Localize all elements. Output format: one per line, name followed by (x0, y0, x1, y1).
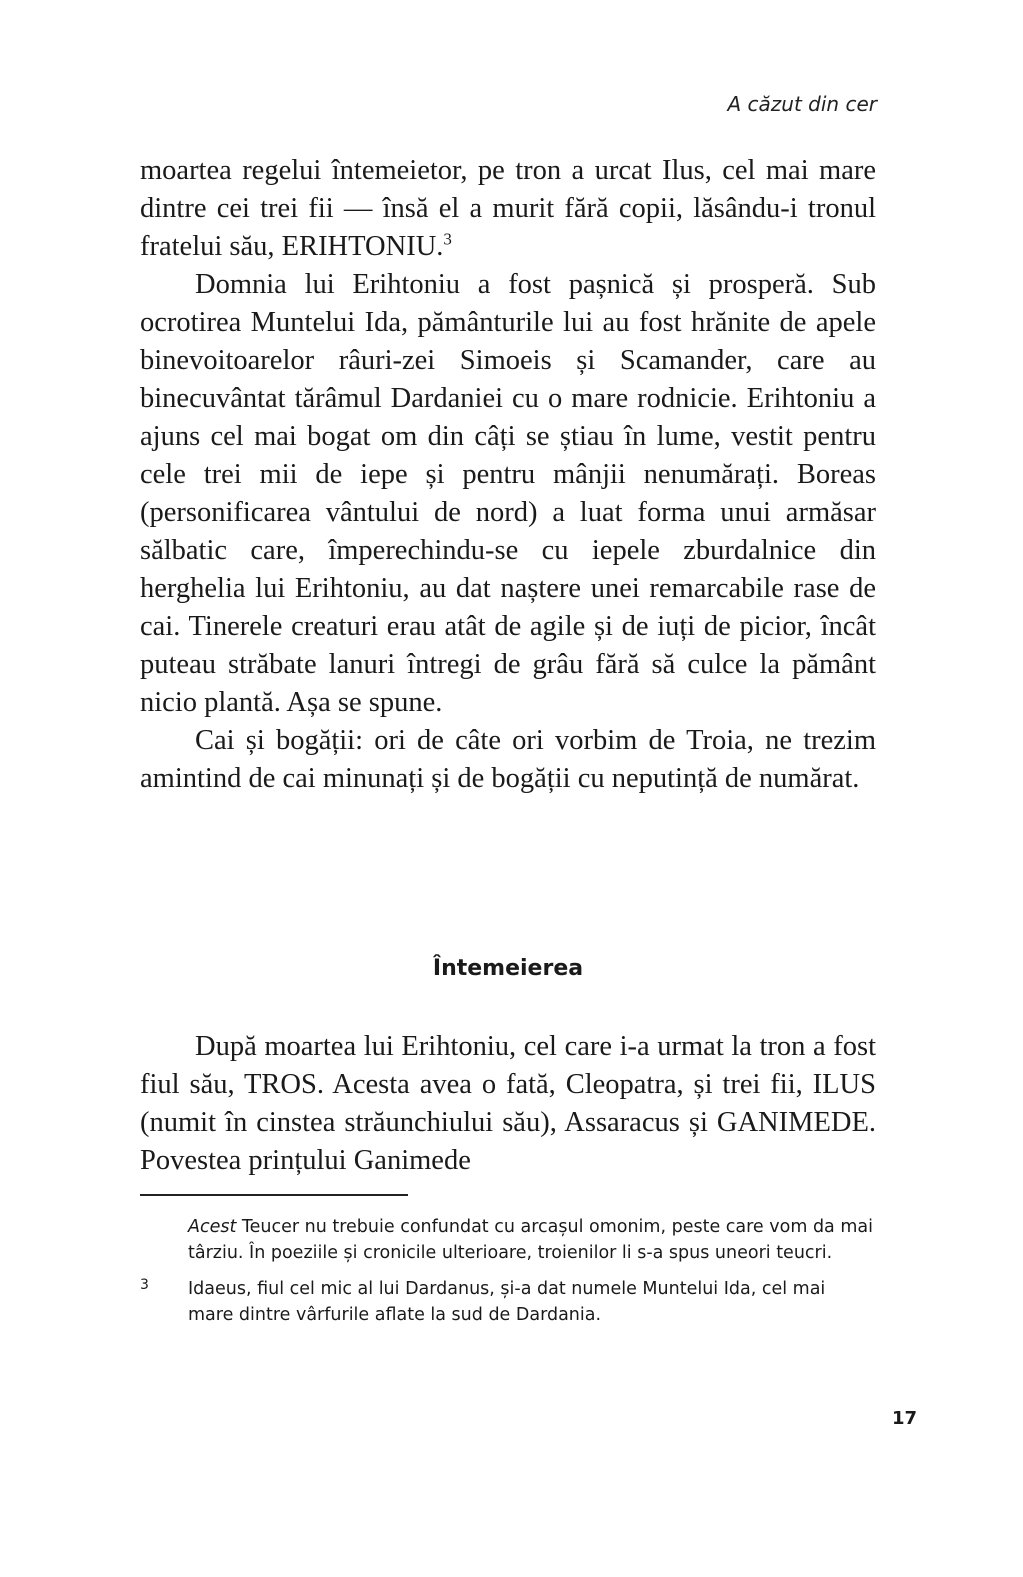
footnote-text: Idaeus, fiul cel mic al lui Dardanus, și-a dat numele Muntelui Ida, cel mai mare dintre vârfurile aflate la sud de Dardania. (188, 1279, 826, 1325)
body-text (140, 152, 876, 798)
section-heading: Întemeierea (432, 956, 584, 981)
footnote-mark: 3 (140, 1277, 149, 1293)
section-body (140, 1028, 876, 1180)
footnote-item (140, 1214, 876, 1266)
page-number: 17 (891, 1408, 917, 1429)
paragraph-3: Cai și bogății: ori de câte ori vorbim de Troia, ne trezim amintind de cai minunați și de bogății cu neputință de numărat. (140, 725, 876, 794)
footnote-ref-3: 3 (443, 229, 452, 249)
paragraph-1 (140, 152, 876, 266)
footnote-lead: Acest (188, 1217, 237, 1237)
paragraph-1-text: moartea regelui întemeietor, pe tron a urcat Ilus, cel mai mare dintre cei trei fii — însă el a murit fără copii, lăsându-i tronul fratelui său, ERIHTONIU. (140, 155, 876, 262)
running-head: A căzut din cer (727, 92, 877, 116)
footnote-item (140, 1276, 876, 1328)
footnote-rule (140, 1194, 408, 1196)
section-paragraph-1: După moartea lui Erihtoniu, cel care i-a urmat la tron a fost fiul său, TROS. Acesta avea o fată, Cleopatra, și trei fii, ILUS (numit în cinstea străunchiului său), Assaracus și GANIMEDE. Povestea prințului Ganimede (140, 1031, 876, 1176)
footnotes (140, 1214, 876, 1338)
paragraph-2: Domnia lui Erihtoniu a fost pașnică și prosperă. Sub ocrotirea Muntelui Ida, pământurile lui au fost hrănite de apele binevoitoarelor râuri-zei Simoeis și Scamander, care au binecuvântat tărâmul Dardaniei cu o mare rodnicie. Erihtoniu a ajuns cel mai bogat om din câți se știau în lume, vestit pentru cele trei mii de iepe și pentru mânjii nenumărați. Boreas (personificarea vântului de nord) a luat forma unui armăsar sălbatic care, împerechindu-se cu iepele zburdalnice din herghelia lui Erihtoniu, au dat naștere unei remarcabile rase de cai. Tinerele creaturi erau atât de agile și de iuți de picior, încât puteau străbate lanuri întregi de grâu fără să culce la pământ nicio plantă. Așa se spune. (140, 269, 876, 718)
footnote-text: Teucer nu trebuie confundat cu arcașul omonim, peste care vom da mai târziu. În poeziile și cronicile ulterioare, troienilor li s-a spus uneori teucri. (188, 1217, 873, 1263)
